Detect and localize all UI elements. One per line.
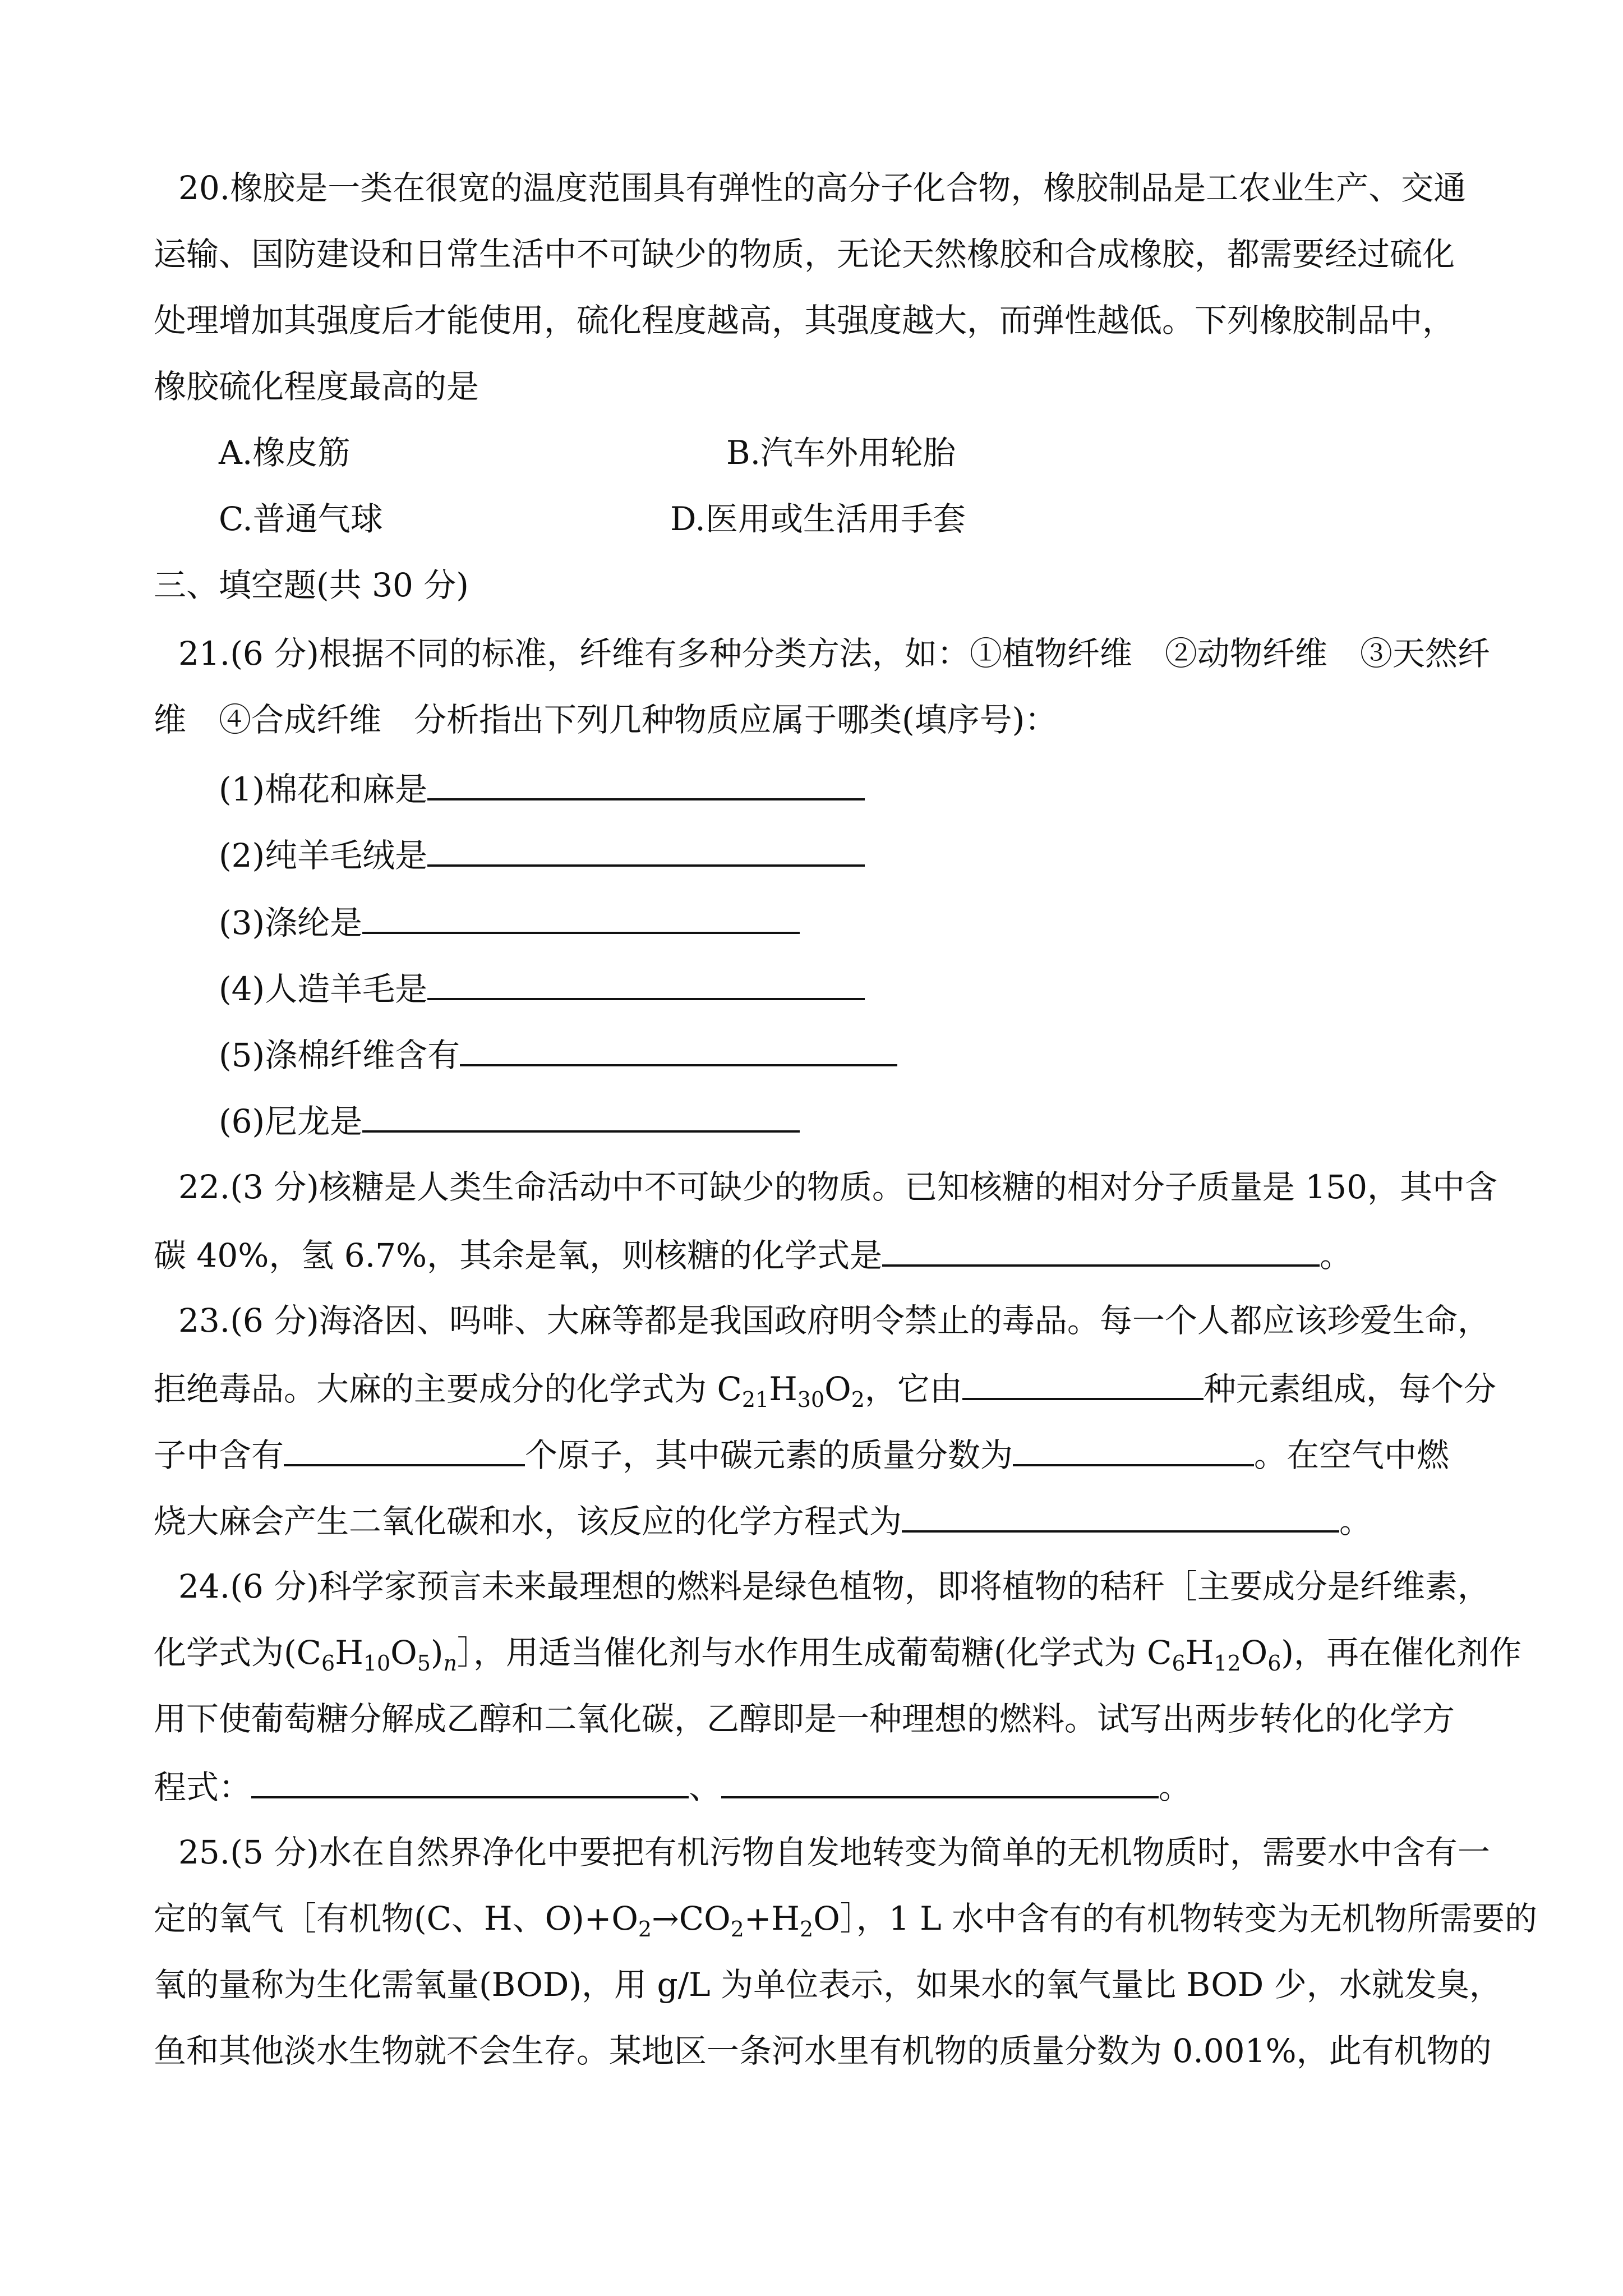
q24-text: 化学式为(C (154, 1634, 322, 1672)
q23-atoms-blank[interactable] (284, 1430, 525, 1466)
q24-subscript: 10 (363, 1651, 391, 1676)
q20-line-1: 20.橡胶是一类在很宽的温度范围具有弹性的高分子化合物，橡胶制品是工农业生产、交通 (178, 169, 1467, 207)
q23-carbon-fraction-blank[interactable] (1013, 1430, 1254, 1466)
q21-item-2-text: (2)纯羊毛绒是 (219, 836, 428, 875)
q25-line-3: 氧的量称为生化需氧量(BOD)，用 g/L 为单位表示，如果水的氧气量比 BOD 少，水就发臭， (154, 1966, 1502, 2004)
q24-text: H (1185, 1634, 1214, 1672)
q24-subscript: 5 (417, 1651, 431, 1676)
q24-subscript: 6 (1267, 1651, 1281, 1676)
q23-elements-blank[interactable] (962, 1364, 1204, 1400)
q21-answer-6-blank[interactable] (362, 1097, 800, 1133)
q21-item-3-text: (3)涤纶是 (219, 904, 363, 942)
q24-text: ］，用适当催化剂与水作用生成葡萄糖(化学式为 C (457, 1634, 1172, 1672)
q21-item-6-text: (6)尼龙是 (219, 1102, 363, 1140)
q24-subscript-n: n (443, 1651, 458, 1676)
q21-item-1-text: (1)棉花和麻是 (219, 770, 428, 808)
q21-answer-5-blank[interactable] (460, 1030, 897, 1066)
q21-item-6 (219, 1097, 800, 1144)
q25-line-4: 鱼和其他淡水生物就不会生存。某地区一条河水里有机物的质量分数为 0.001%，此有机物的 (154, 2032, 1492, 2070)
q20-option-d: D.医用或生活用手套 (670, 500, 966, 538)
q24-text: O (1241, 1634, 1268, 1672)
q24-period: 。 (1159, 1768, 1192, 1806)
q20-line-3: 处理增加其强度后才能使用，硫化程度越高，其强度越大，而弹性越低。下列橡胶制品中， (154, 301, 1455, 339)
q21-item-5-text: (5)涤棉纤维含有 (219, 1036, 460, 1074)
q24-text: 程式： (154, 1768, 252, 1806)
q21-item-1 (219, 765, 865, 812)
q25-text: →CO (652, 1899, 731, 1938)
q23-period: 。 (1339, 1502, 1372, 1540)
q21-answer-3-blank[interactable] (362, 898, 800, 934)
q23-text: 种元素组成，每个分 (1203, 1370, 1496, 1408)
q24-text: )，再在催化剂作 (1281, 1634, 1522, 1672)
q20-option-a: A.橡皮筋 (219, 434, 351, 472)
q23-line-3 (154, 1430, 1449, 1478)
q22-line-2-text: 碳 40%，氢 6.7%，其余是氧，则核糖的化学式是 (154, 1236, 883, 1274)
q23-text: 子中含有 (154, 1436, 284, 1474)
q24-equation-1-blank[interactable] (251, 1763, 689, 1798)
q25-subscript: 2 (800, 1917, 814, 1941)
q23-line-1: 23.(6 分)海洛因、吗啡、大麻等都是我国政府明令禁止的毒品。每一个人都应该珍爱生命， (178, 1301, 1490, 1340)
q20-option-c: C.普通气球 (219, 500, 383, 538)
q23-subscript: 21 (741, 1387, 769, 1412)
q24-subscript: 6 (321, 1651, 335, 1676)
q25-subscript: 2 (638, 1917, 652, 1941)
q23-text: 拒绝毒品。大麻的主要成分的化学式为 C (154, 1370, 742, 1408)
q24-text: O (390, 1634, 417, 1672)
q23-line-2 (154, 1364, 1496, 1411)
q24-text: ) (430, 1634, 444, 1672)
q24-text: H (335, 1634, 363, 1672)
q25-line-2 (154, 1896, 1537, 1941)
q21-answer-1-blank[interactable] (427, 765, 865, 800)
q22-line-2 (154, 1231, 1352, 1278)
q24-line-2 (154, 1630, 1521, 1675)
q23-text: 个原子，其中碳元素的质量分数为 (525, 1436, 1013, 1474)
q23-equation-blank[interactable] (902, 1497, 1339, 1533)
q23-subscript: 30 (797, 1387, 825, 1412)
q21-answer-2-blank[interactable] (427, 831, 865, 867)
q21-line-2: 维 ④合成纤维 分析指出下列几种物质应属于哪类(填序号)： (154, 701, 1058, 739)
q23-text: ，它由 (864, 1370, 962, 1408)
q24-subscript: 12 (1214, 1651, 1241, 1676)
q21-item-4-text: (4)人造羊毛是 (219, 970, 428, 1008)
q25-text: O］，1 L 水中含有的有机物转变为无机物所需要的 (813, 1899, 1538, 1938)
q23-text: O (824, 1370, 851, 1408)
q25-subscript: 2 (730, 1917, 744, 1941)
q21-item-5 (219, 1030, 897, 1078)
q25-text: 定的氧气［有机物(C、H、O)+O (154, 1899, 638, 1938)
q21-answer-4-blank[interactable] (427, 964, 865, 1000)
q21-item-4 (219, 964, 865, 1011)
q23-text: 烧大麻会产生二氧化碳和水，该反应的化学方程式为 (154, 1502, 902, 1540)
q22-answer-blank[interactable] (882, 1231, 1320, 1267)
q25-line-1: 25.(5 分)水在自然界净化中要把有机污物自发地转变为简单的无机物质时，需要水中含有一 (178, 1833, 1490, 1871)
q24-line-4 (154, 1763, 1191, 1810)
q22-period: 。 (1320, 1236, 1353, 1274)
q24-separator: 、 (689, 1768, 722, 1806)
q20-line-4: 橡胶硫化程度最高的是 (154, 367, 479, 406)
q23-subscript: 2 (851, 1387, 865, 1412)
q25-text: +H (744, 1899, 800, 1938)
q23-text: H (769, 1370, 797, 1408)
q24-line-3: 用下使葡萄糖分解成乙醇和二氧化碳，乙醇即是一种理想的燃料。试写出两步转化的化学方 (154, 1700, 1455, 1738)
q24-subscript: 6 (1172, 1651, 1186, 1676)
q23-line-4 (154, 1497, 1372, 1544)
q21-item-3 (219, 898, 800, 945)
q22-line-1: 22.(3 分)核糖是人类生命活动中不可缺少的物质。已知核糖的相对分子质量是 150，其中含 (178, 1168, 1497, 1206)
q24-line-1: 24.(6 分)科学家预言未来最理想的燃料是绿色植物，即将植物的秸秆［主要成分是纤维素， (178, 1567, 1490, 1605)
q21-line-1: 21.(6 分)根据不同的标准，纤维有多种分类方法，如：①植物纤维 ②动物纤维 ③天然纤 (178, 634, 1490, 673)
q23-text: 。在空气中燃 (1254, 1436, 1450, 1474)
q20-line-2: 运输、国防建设和日常生活中不可缺少的物质，无论天然橡胶和合成橡胶，都需要经过硫化 (154, 235, 1455, 273)
section-title: 三、填空题(共 30 分) (154, 566, 469, 604)
q20-option-b: B.汽车外用轮胎 (726, 434, 956, 472)
q21-item-2 (219, 831, 865, 878)
q24-equation-2-blank[interactable] (721, 1763, 1159, 1798)
